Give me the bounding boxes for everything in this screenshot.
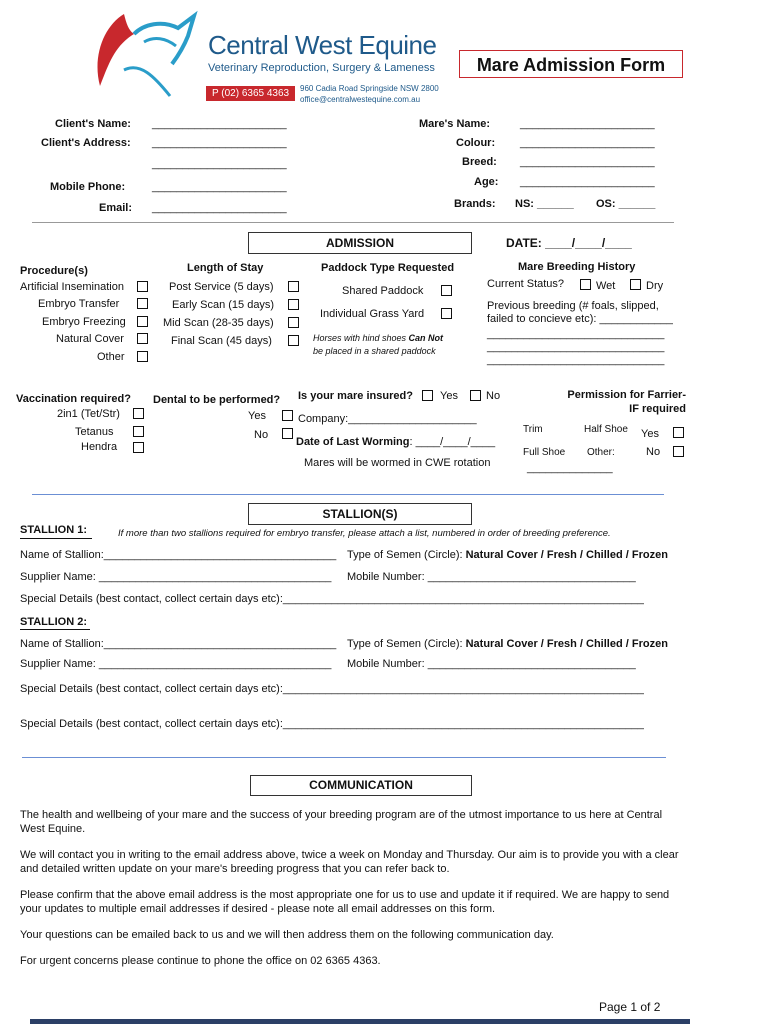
length-mid: Mid Scan (28-35 days) bbox=[163, 317, 274, 329]
worming-note: Mares will be wormed in CWE rotation bbox=[304, 457, 491, 469]
length-early: Early Scan (15 days) bbox=[172, 299, 275, 311]
colour-label: Colour: bbox=[456, 137, 496, 149]
admission-date[interactable]: DATE: ____/____/____ bbox=[506, 236, 632, 250]
stallion-1-name[interactable]: Name of Stallion:______________________________________ bbox=[20, 549, 337, 561]
farrier-no-checkbox[interactable] bbox=[673, 446, 684, 457]
history-label: Mare Breeding History bbox=[518, 261, 636, 273]
form-title: Mare Admission Form bbox=[459, 50, 683, 78]
trim-label: Trim bbox=[523, 424, 543, 435]
admission-title: ADMISSION bbox=[248, 232, 472, 254]
procedure-other: Other bbox=[97, 351, 125, 363]
stallion-2-mobile[interactable]: Mobile Number: __________________________________ bbox=[347, 658, 636, 670]
farrier-other-label: Other: bbox=[587, 447, 615, 458]
stallion-2-supplier[interactable]: Supplier Name: ______________________________________ bbox=[20, 658, 332, 670]
client-name-label: Client's Name: bbox=[55, 118, 131, 130]
stallion-note: If more than two stallions required for embryo transfer, please attach a list, numbered in order of breeding preference. bbox=[118, 528, 611, 539]
mare-name-field[interactable]: ______________________ bbox=[520, 118, 655, 130]
client-name-field[interactable]: ______________________ bbox=[152, 118, 287, 130]
communication-para: Please confirm that the above email address is the most appropriate one for us to use and update it if required. We are happy to send your updates to multiple email addresses if desired - please note all email addresses on this form. bbox=[20, 889, 670, 915]
mare-name-label: Mare's Name: bbox=[419, 118, 491, 130]
brand-phone: P (02) 6365 4363 bbox=[206, 86, 295, 101]
stallion-2-underline bbox=[20, 629, 90, 630]
length-early-checkbox[interactable] bbox=[288, 299, 299, 310]
email-label: Email: bbox=[99, 202, 133, 214]
insured-no-label: No bbox=[486, 390, 501, 402]
vacc-hendra-checkbox[interactable] bbox=[133, 442, 144, 453]
procedure-ef: Embryo Freezing bbox=[42, 316, 126, 328]
brands-label: Brands: bbox=[454, 198, 496, 210]
procedure-ef-checkbox[interactable] bbox=[137, 316, 148, 327]
stallion-1-semen[interactable]: Type of Semen (Circle): Natural Cover / Fresh / Chilled / Frozen bbox=[347, 549, 668, 561]
age-field[interactable]: ______________________ bbox=[520, 176, 655, 188]
divider bbox=[22, 757, 666, 758]
age-label: Age: bbox=[474, 176, 499, 188]
paddock-shared-checkbox[interactable] bbox=[441, 285, 452, 296]
breed-label: Breed: bbox=[462, 156, 497, 168]
communication-title: COMMUNICATION bbox=[250, 775, 472, 796]
mobile-phone-label: Mobile Phone: bbox=[50, 181, 126, 193]
paddock-label: Paddock Type Requested bbox=[321, 262, 455, 274]
brand-tagline: Veterinary Reproduction, Surgery & Lameness bbox=[208, 62, 435, 74]
procedure-other-checkbox[interactable] bbox=[137, 351, 148, 362]
breed-field[interactable]: ______________________ bbox=[520, 156, 655, 168]
farrier-label: Permission for Farrier- IF required bbox=[567, 389, 686, 415]
paddock-shared: Shared Paddock bbox=[342, 285, 424, 297]
dental-label: Dental to be performed? bbox=[153, 394, 281, 406]
communication-para: Your questions can be emailed back to us and we will then address them on the following communication day. bbox=[20, 929, 554, 941]
stallion-1-supplier[interactable]: Supplier Name: ______________________________________ bbox=[20, 571, 332, 583]
history-line[interactable]: _____________________________ bbox=[487, 328, 665, 340]
dental-yes-label: Yes bbox=[248, 410, 266, 422]
farrier-no-label: No bbox=[646, 446, 661, 458]
vacc-hendra: Hendra bbox=[81, 441, 118, 453]
procedure-et-checkbox[interactable] bbox=[137, 298, 148, 309]
procedure-nc-checkbox[interactable] bbox=[137, 333, 148, 344]
stallions-title: STALLION(S) bbox=[248, 503, 472, 525]
procedure-nc: Natural Cover bbox=[56, 333, 124, 345]
procedure-et: Embryo Transfer bbox=[38, 298, 120, 310]
length-post: Post Service (5 days) bbox=[169, 281, 274, 293]
brand-address: 960 Cadia Road Springside NSW 2800 bbox=[300, 84, 439, 93]
farrier-other-field[interactable]: ______________ bbox=[527, 462, 613, 474]
paddock-individual-checkbox[interactable] bbox=[441, 308, 452, 319]
full-shoe-label: Full Shoe bbox=[523, 447, 566, 458]
colour-field[interactable]: ______________________ bbox=[520, 137, 655, 149]
half-shoe-label: Half Shoe bbox=[584, 424, 628, 435]
divider bbox=[32, 494, 664, 495]
dental-no-checkbox[interactable] bbox=[282, 428, 293, 439]
procedures-label: Procedure(s) bbox=[20, 265, 88, 277]
wet-label: Wet bbox=[596, 280, 616, 292]
procedure-ai: Artificial Insemination bbox=[20, 281, 124, 293]
current-status-label: Current Status? bbox=[487, 278, 565, 290]
dry-checkbox[interactable] bbox=[630, 279, 641, 290]
divider bbox=[32, 222, 674, 223]
insured-yes-label: Yes bbox=[440, 390, 458, 402]
insured-label: Is your mare insured? bbox=[298, 390, 413, 402]
worming-field[interactable]: Date of Last Worming: ____/____/____ bbox=[296, 436, 496, 448]
wet-checkbox[interactable] bbox=[580, 279, 591, 290]
brand-email: office@centralwestequine.com.au bbox=[300, 95, 421, 104]
stallion-extra-special[interactable]: Special Details (best contact, collect certain days etc):___________________________________________________________ bbox=[20, 718, 644, 730]
stallion-1-mobile[interactable]: Mobile Number: __________________________________ bbox=[347, 571, 636, 583]
email-field[interactable]: ______________________ bbox=[152, 202, 287, 214]
previous-breeding-2[interactable]: failed to concieve etc): ____________ bbox=[487, 313, 673, 325]
paddock-individual: Individual Grass Yard bbox=[320, 308, 425, 320]
client-address-field[interactable]: ______________________ bbox=[152, 137, 287, 149]
insured-no-checkbox[interactable] bbox=[470, 390, 481, 401]
paddock-note: Horses with hind shoes Can Not be placed in a shared paddock bbox=[313, 333, 444, 356]
communication-para: The health and wellbeing of your mare and the success of your breeding program are of the utmost importance to us here at Central West Equine. bbox=[20, 809, 663, 835]
dental-yes-checkbox[interactable] bbox=[282, 410, 293, 421]
procedure-ai-checkbox[interactable] bbox=[137, 281, 148, 292]
communication-para: We will contact you in writing to the email address above, twice a week on Monday and Thursday. Our aim is to provide you with a clear and detailed written update on your mare's breeding progress that you can refer back to. bbox=[20, 849, 679, 875]
vacc-tetanus: Tetanus bbox=[75, 426, 114, 438]
farrier-yes-label: Yes bbox=[641, 428, 659, 440]
length-post-checkbox[interactable] bbox=[288, 281, 299, 292]
farrier-yes-checkbox[interactable] bbox=[673, 427, 684, 438]
horse-logo-icon bbox=[84, 6, 204, 106]
client-address-label: Client's Address: bbox=[41, 137, 131, 149]
stallion-2-label: STALLION 2: bbox=[20, 616, 88, 628]
vaccination-label: Vaccination required? bbox=[16, 393, 131, 405]
stallion-1-underline bbox=[20, 538, 92, 539]
communication-text bbox=[20, 808, 688, 968]
vacc-2in1: 2in1 (Tet/Str) bbox=[57, 408, 120, 420]
history-line[interactable]: _____________________________ bbox=[487, 341, 665, 353]
length-final: Final Scan (45 days) bbox=[171, 335, 272, 347]
client-address-field-2[interactable]: ______________________ bbox=[152, 158, 287, 170]
brand-name: Central West Equine bbox=[208, 30, 437, 60]
footer-bar bbox=[30, 1019, 690, 1024]
os-field[interactable]: OS: ______ bbox=[596, 198, 656, 210]
ns-field[interactable]: NS: ______ bbox=[515, 198, 574, 210]
dental-no-label: No bbox=[254, 429, 269, 441]
insured-yes-checkbox[interactable] bbox=[422, 390, 433, 401]
stallion-1-label: STALLION 1: bbox=[20, 524, 88, 536]
history-line[interactable]: _____________________________ bbox=[487, 354, 665, 366]
stallion-2-special[interactable]: Special Details (best contact, collect certain days etc):___________________________________________________________ bbox=[20, 683, 644, 695]
communication-para: For urgent concerns please continue to phone the office on 02 6365 4363. bbox=[20, 955, 381, 967]
mobile-phone-field[interactable]: ______________________ bbox=[152, 181, 287, 193]
page-number: Page 1 of 2 bbox=[599, 1000, 661, 1014]
stallion-2-semen[interactable]: Type of Semen (Circle): Natural Cover / Fresh / Chilled / Frozen bbox=[347, 638, 668, 650]
vacc-tetanus-checkbox[interactable] bbox=[133, 426, 144, 437]
dry-label: Dry bbox=[646, 280, 664, 292]
vacc-2in1-checkbox[interactable] bbox=[133, 408, 144, 419]
company-field[interactable]: Company:_____________________ bbox=[298, 413, 477, 425]
previous-breeding: Previous breeding (# foals, slipped, bbox=[487, 300, 659, 312]
length-label: Length of Stay bbox=[187, 262, 264, 274]
stallion-2-name[interactable]: Name of Stallion:______________________________________ bbox=[20, 638, 337, 650]
length-final-checkbox[interactable] bbox=[288, 335, 299, 346]
stallion-1-special[interactable]: Special Details (best contact, collect certain days etc):___________________________________________________________ bbox=[20, 593, 644, 605]
length-mid-checkbox[interactable] bbox=[288, 317, 299, 328]
